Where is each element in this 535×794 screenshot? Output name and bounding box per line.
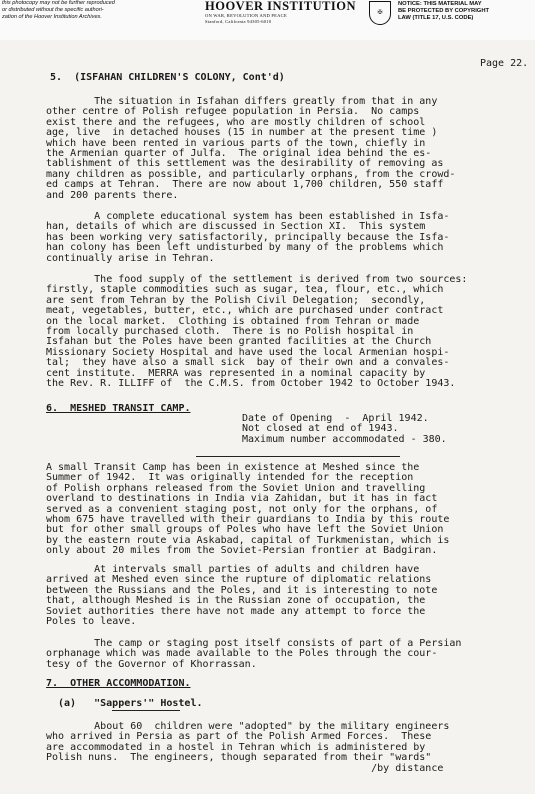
- reproduction-notice: [2, 0, 202, 21]
- text-line: served as a convenient staging post, not only for the orphans, of: [46, 503, 438, 515]
- section-6-heading: 6. MESHED TRANSIT CAMP.: [46, 403, 191, 414]
- institution-seal-icon: ✠: [369, 1, 391, 25]
- text-line: exist there and the refugees, who are mostly children of school: [46, 116, 426, 128]
- section-6-info: [242, 414, 447, 445]
- text-line: A complete educational system has been established in Isfa-: [46, 211, 450, 222]
- text-line: but for other small groups of Poles who have left the Soviet Union: [46, 524, 444, 536]
- text-line: are accommodated in a hostel in Tehran which is administered by: [46, 741, 426, 753]
- text-line: ed camps at Tehran. There are now about 1,700 children, 550 staff: [46, 179, 444, 191]
- text-line: whom 675 have travelled with their guardians to India by this route: [46, 514, 450, 526]
- text-line: between the Russians and the Poles, and it is interesting to note: [46, 584, 438, 596]
- text-line: only about 20 miles from the Soviet-Persian frontier at Badgiran.: [46, 545, 438, 557]
- text-line: Poles to leave.: [46, 616, 137, 628]
- text-line: Soviet authorities there have not made any attempt to force the: [46, 605, 426, 617]
- text-line: A small Transit Camp has been in existence at Meshed since the: [46, 462, 420, 473]
- text-line: orphanage which was made available to the Poles through the cour-: [46, 648, 438, 660]
- text-line: and 200 parents there.: [46, 189, 179, 201]
- text-line: age, live in detached houses (15 in number at the present time ): [46, 127, 438, 139]
- section-7a-underline: [112, 710, 180, 711]
- text-line: han, details of which are discussed in Section XI. This system: [46, 221, 426, 233]
- text-line: /by distance: [46, 762, 444, 774]
- text-line: The camp or staging post itself consists of part of a Persian: [46, 638, 462, 649]
- text-line: meat, vegetables, butter, etc., which are purchased under contract: [46, 305, 444, 317]
- text-line: han colony has been left undisturbed by many of the problems which: [46, 242, 444, 254]
- section-6-paragraph-3: [46, 639, 461, 670]
- text-line: tal; they have also a small sick bay of their own and a convales-: [46, 357, 450, 369]
- institution-address: Stanford, California 94305-6010: [205, 19, 272, 24]
- text-line: tesy of the Governor of Khorrassan.: [46, 658, 257, 670]
- section-7-heading: 7. OTHER ACCOMMODATION.: [46, 678, 191, 689]
- text-line: other centre of Polish refugee population in Persia. No camps: [46, 106, 420, 118]
- text-line: many children as possible, and particularly orphans, from the crowd-: [46, 168, 456, 180]
- reproduction-notice-line: this photocopy may not be further reproduced: [2, 0, 115, 6]
- copyright-notice-line: NOTICE: THIS MATERIAL MAY: [398, 1, 482, 7]
- text-line: Date of Opening - April 1942.: [242, 413, 429, 424]
- section-6-paragraph-2: [46, 565, 437, 627]
- text-line: The situation in Isfahan differs greatly from that in any: [46, 96, 438, 107]
- text-line: of Polish orphans released from the Soviet Union and travelling: [46, 482, 426, 494]
- text-line: continually arise in Tehran.: [46, 252, 215, 264]
- copyright-notice: [398, 1, 533, 22]
- section-5-heading: 5. (ISFAHAN CHILDREN'S COLONY, Cont'd): [50, 72, 285, 83]
- institution-subtitle: ON WAR, REVOLUTION AND PEACE: [205, 13, 287, 18]
- text-line: Not closed at end of 1943.: [242, 423, 399, 435]
- text-line: on the local market. Clothing is obtained from Tehran or made: [46, 315, 420, 327]
- institution-stamp: [205, 0, 365, 25]
- section-7a-heading: (a) "Sappers'" Hostel.: [58, 698, 203, 709]
- text-line: Summer of 1942. It was originally intended for the reception: [46, 472, 414, 484]
- text-line: Maximum number accommodated - 380.: [242, 433, 447, 445]
- text-line: Missionary Society Hospital and have used the local Armenian hospi-: [46, 346, 450, 358]
- section-6-rule: [196, 456, 400, 457]
- text-line: firstly, staple commodities such as sugar, tea, flour, etc., which: [46, 284, 444, 296]
- text-line: that, although Meshed is in the Russian zone of occupation, the: [46, 595, 426, 607]
- text-line: About 60 children were "adopted" by the military engineers: [46, 721, 450, 732]
- section-5-paragraph-1: [46, 97, 455, 201]
- text-line: cent institute. MERRA was represented in a nominal capacity by: [46, 367, 426, 379]
- text-line: by the eastern route via Askabad, capital of Turkmenistan, which is: [46, 534, 450, 546]
- page-number: Page 22.: [480, 58, 529, 69]
- section-5-paragraph-3: [46, 275, 467, 389]
- text-line: The food supply of the settlement is derived from two sources:: [46, 274, 468, 285]
- copyright-notice-line: LAW (TITLE 17, U.S. CODE): [398, 15, 474, 21]
- text-line: has been working very satisfactorily, principally because the Isfa-: [46, 231, 450, 243]
- section-7-paragraph-1: [46, 722, 449, 774]
- reproduction-notice-line: zation of the Hoover Institution Archives.: [2, 14, 102, 20]
- institution-name: HOOVER INSTITUTION: [205, 0, 357, 13]
- text-line: are sent from Tehran by the Polish Civil Delegation; secondly,: [46, 294, 426, 306]
- section-6-paragraph-1: [46, 463, 449, 557]
- text-line: tablishment of this settlement was the desirability of removing as: [46, 158, 444, 170]
- archive-stamp-bar: [0, 0, 535, 40]
- text-line: the Rev. R. ILLIFF of the C.M.S. from October 1942 to October 1943.: [46, 378, 456, 390]
- section-5-paragraph-2: [46, 212, 449, 264]
- text-line: overland to destinations in India via Zahidan, but it has in fact: [46, 493, 438, 505]
- text-line: which have been rented in various parts of the town, chiefly in: [46, 137, 426, 149]
- text-line: At intervals small parties of adults and children have: [46, 564, 420, 575]
- text-line: Polish nuns. The engineers, though separated from their "wards": [46, 752, 432, 764]
- text-line: arrived at Meshed even since the rupture of diplomatic relations: [46, 574, 432, 586]
- copyright-notice-line: BE PROTECTED BY COPYRIGHT: [398, 8, 490, 14]
- text-line: Isfahan but the Poles have been granted facilities at the Church: [46, 336, 432, 348]
- text-line: who arrived in Persia as part of the Polish Armed Forces. These: [46, 731, 432, 743]
- text-line: the Armenian quarter of Julfa. The original idea behind the es-: [46, 148, 432, 160]
- reproduction-notice-line: or distributed without the specific authori-: [2, 7, 104, 13]
- text-line: from locally purchased cloth. There is no Polish hospital in: [46, 326, 414, 338]
